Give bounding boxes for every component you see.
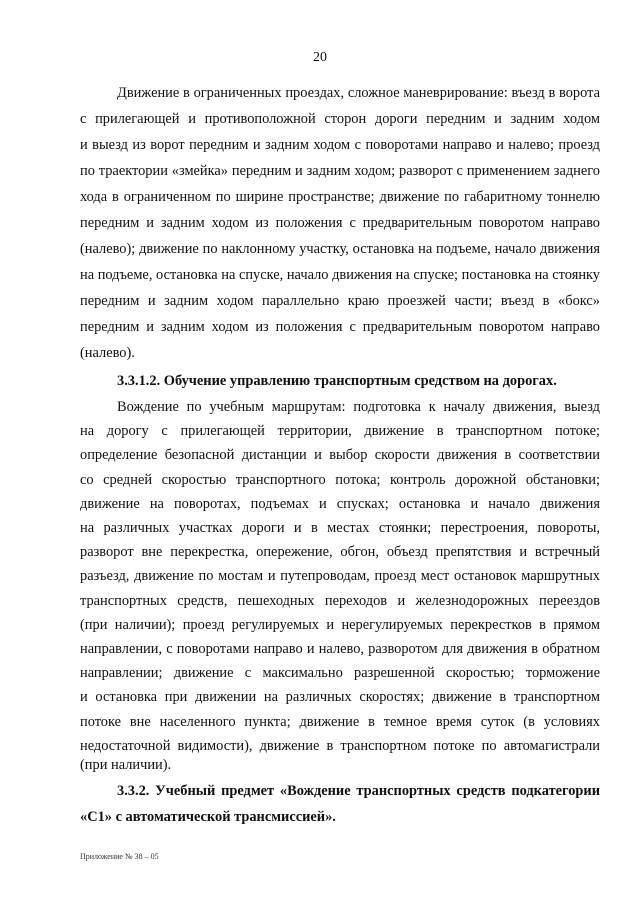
text-line: Движение в ограниченных проездах, сложное маневрирование: въезд в ворота [117, 85, 600, 101]
text-line: (налево); движение по наклонному участку, остановка на подъеме, начало движения [80, 241, 600, 257]
text-line: Вождение по учебным маршрутам: подготовка к началу движения, выезд [117, 399, 600, 415]
text-line: (при наличии). [80, 757, 172, 773]
text-line: передним и задним ходом из положения с предварительным поворотом направо [80, 215, 600, 231]
text-line: передним и задним ходом из положения с предварительным поворотом направо [80, 319, 600, 335]
text-line: (налево). [80, 345, 135, 361]
section-heading: 3.3.1.2. Обучение управлению транспортным средством на дорогах. [117, 373, 557, 389]
text-line: и остановка при движении на различных скоростях; движение в транспортном [80, 689, 600, 706]
subject-heading-line-2: «C1» с автоматической трансмиссией». [80, 809, 336, 825]
page-number: 20 [313, 50, 327, 65]
text-line: на подъеме, остановка на спуске, начало движения на спуске; постановка на стоянку [80, 267, 600, 283]
footer-note: Приложение № 38 – 05 [80, 852, 159, 861]
text-line: разворот вне перекрестка, опережение, обгон, объезд препятствия и встречный [80, 544, 600, 561]
text-line: направлении, с поворотами направо и налево, разворотом для движения в обратном [80, 641, 600, 657]
text-line: и выезд из ворот передним и задним ходом с поворотами направо и налево; проезд [80, 137, 600, 153]
text-line: движение на поворотах, подъемах и спусках; остановка и начало движения [80, 495, 600, 512]
text-line: с прилегающей и противоположной сторон дороги передним и задним ходом [80, 111, 600, 127]
text-line: на различных участках дороги и в местах стоянки; перестроения, повороты, [80, 520, 600, 536]
text-line: передним и задним ходом параллельно краю проезжей части; въезд в «бокс» [80, 293, 600, 309]
text-line: разъезд, движение по мостам и путепроводам, проезд мест остановок маршрутных [80, 568, 600, 585]
text-line: недостаточной видимости), движение в транспортном потоке по автомагистрали [80, 737, 600, 754]
text-line: определение безопасной дистанции и выбор скорости движения в соответствии [80, 447, 600, 464]
text-line: со средней скоростью транспортного потока; контроль дорожной обстановки; [80, 471, 600, 488]
text-line: по траектории «змейка» передним и задним ходом; разворот с применением заднего [80, 163, 600, 179]
subject-heading-line-1: 3.3.2. Учебный предмет «Вождение транспортных средств подкатегории [117, 783, 600, 799]
text-line: хода в ограниченном по ширине пространстве; движение по габаритному тоннелю [80, 189, 600, 205]
text-line: направлении; движение с максимально разрешенной скоростью; торможение [80, 665, 600, 682]
text-line: на дорогу с прилегающей территории, движение в транспортном потоке; [80, 423, 600, 440]
text-line: (при наличии); проезд регулируемых и нерегулируемых перекрестков в прямом [80, 616, 600, 633]
text-line: транспортных средств, пешеходных переходов и железнодорожных переездов [80, 592, 600, 609]
text-line: потоке вне населенного пункта; движение в темное время суток (в условиях [80, 713, 600, 730]
